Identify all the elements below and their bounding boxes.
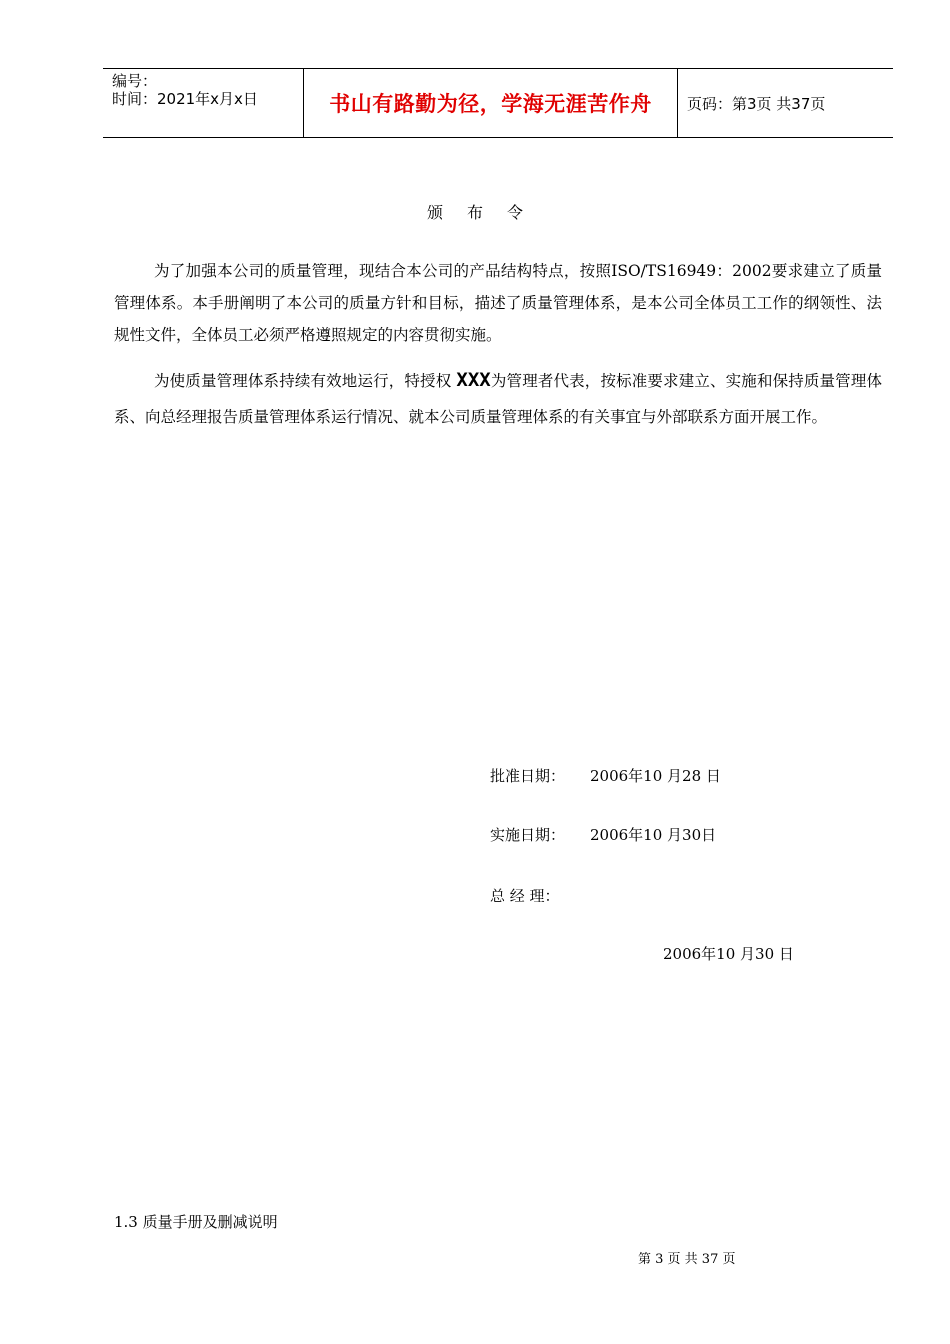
header-meta	[103, 69, 304, 137]
general-manager-label: 总 经 理：	[490, 887, 560, 905]
number-label: 编号：	[112, 72, 158, 90]
general-manager-row	[490, 885, 590, 906]
page-footer: 第 3 页 共 37 页	[638, 1252, 736, 1267]
paragraph-1: 为了加强本公司的质量管理，现结合本公司的产品结构特点，按照ISO/TS16949：2002要求建立了质量管理体系。本手册阐明了本公司的质量方针和目标，描述了质量管理体系，是本公司全体员工工作的纲领性、法规性文件，全体员工必须严格遵照规定的内容贯彻实施。	[114, 262, 882, 344]
paragraph-2-start: 为使质量管理体系持续有效地运行，特授权	[154, 372, 457, 390]
signature-date: 2006年10 月30 日	[663, 945, 794, 963]
approval-date-label: 批准日期：	[490, 767, 566, 785]
paragraph-2-end: 为管理者代表，按标准要求建立、实施和保持质量管理体系、向总经理报告质量管理体系运行情况、就本公司质量管理体系的有关事宜与外部联系方面开展工作。	[114, 372, 882, 426]
header-motto: 书山有路勤为径，学海无涯苦作舟	[304, 69, 678, 137]
page-header	[103, 68, 893, 138]
document-title: 颁布令	[426, 203, 547, 222]
approval-date-value: 2006年10 月28 日	[590, 767, 721, 785]
implementation-date-value: 2006年10 月30日	[590, 826, 717, 844]
section-heading: 1.3 质量手册及删减说明	[114, 1213, 278, 1231]
approval-date-row	[490, 765, 721, 786]
paragraph-2	[114, 362, 882, 435]
implementation-date-label: 实施日期：	[490, 826, 566, 844]
header-page-number: 页码：第3页 共37页	[687, 94, 826, 113]
representative-name: XXX	[456, 369, 491, 391]
time-label: 时间：2021年x月x日	[112, 90, 258, 108]
implementation-date-row	[490, 824, 716, 845]
